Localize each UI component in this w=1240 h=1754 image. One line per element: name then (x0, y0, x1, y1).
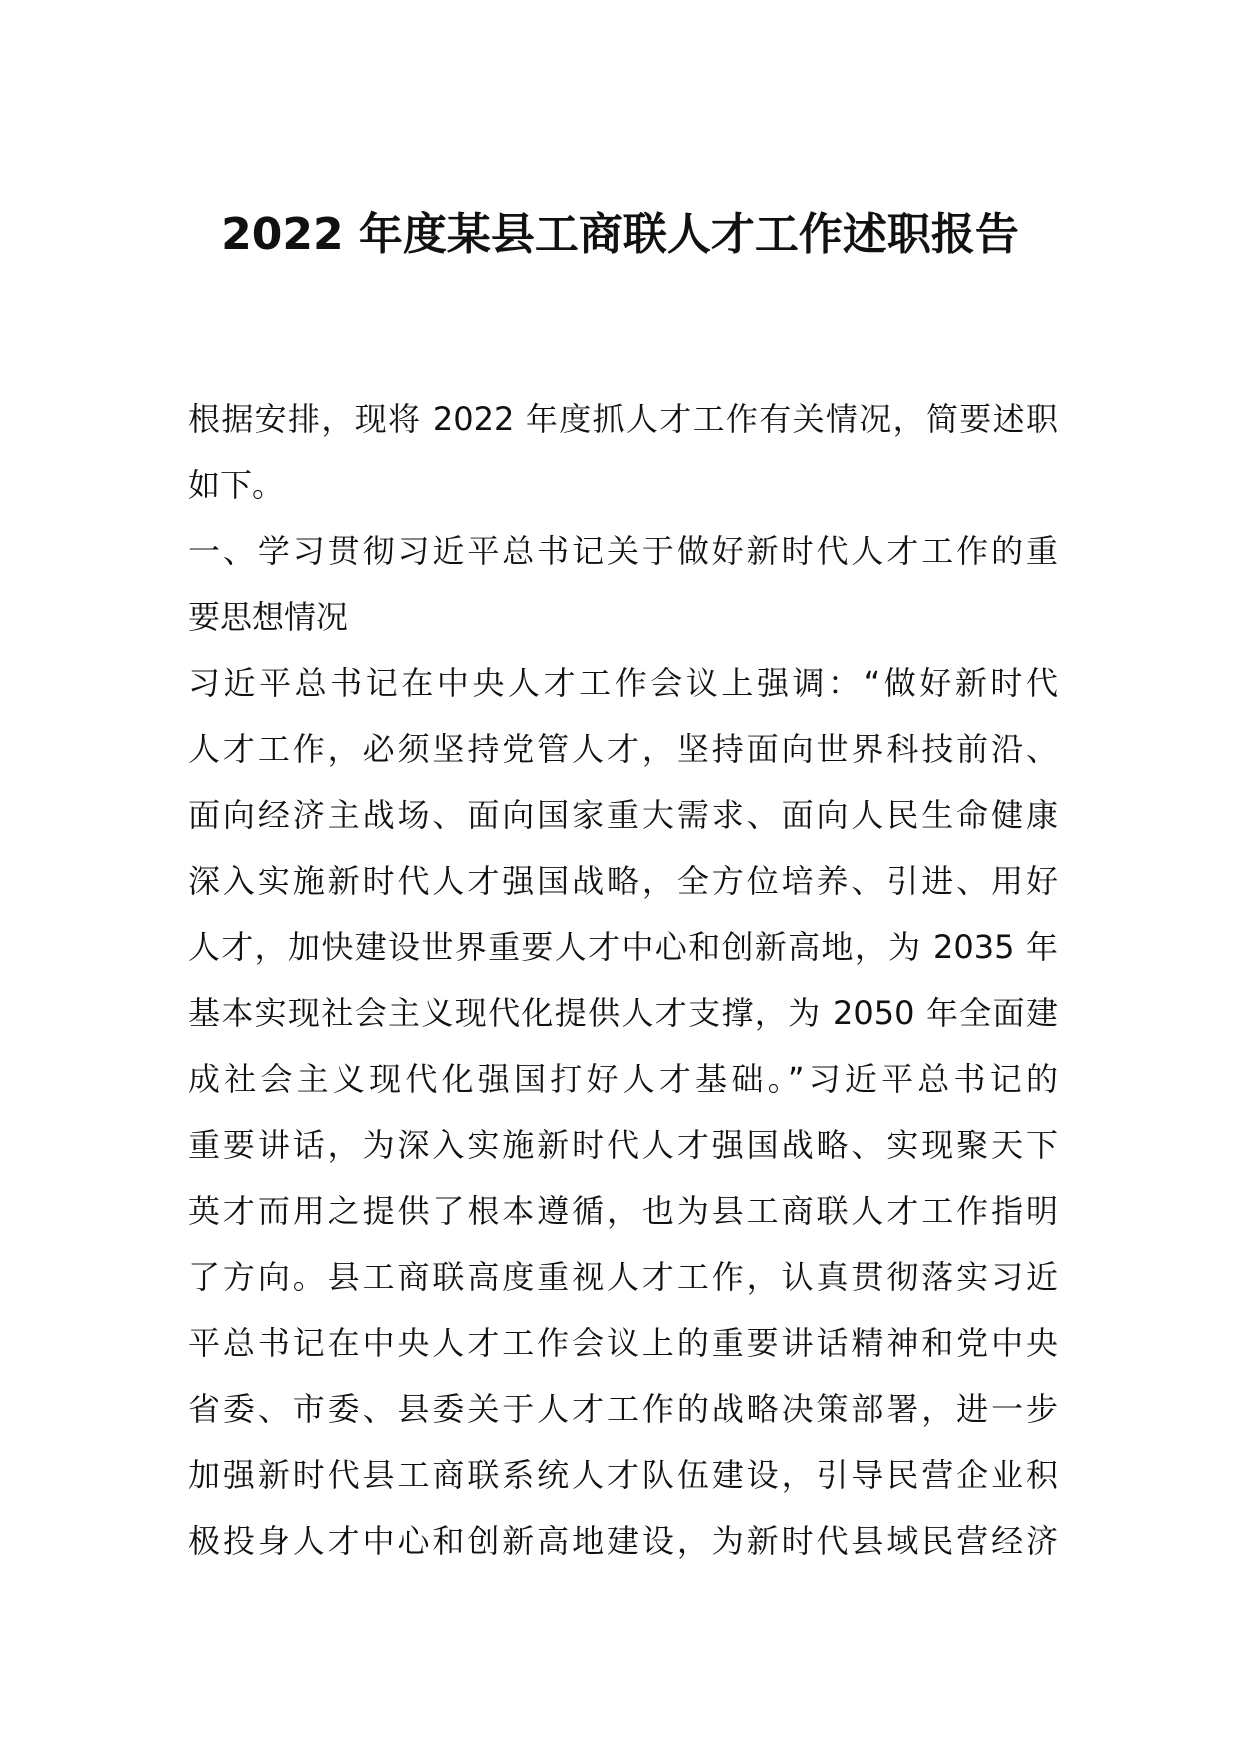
body-line: 根据安排，现将 2022 年度抓人才工作有关情况，简要述职 (188, 400, 1058, 438)
body-line: 人才工作，必须坚持党管人才，坚持面向世界科技前沿、 (188, 730, 1058, 768)
body-line: 面向经济主战场、面向国家重大需求、面向人民生命健康 (188, 796, 1058, 834)
document-title: 2022 年度某县工商联人才工作述职报告 (221, 209, 1019, 260)
body-line: 基本实现社会主义现代化提供人才支撑，为 2050 年全面建 (188, 994, 1058, 1032)
body-line: 习近平总书记在中央人才工作会议上强调：“做好新时代 (188, 664, 1058, 702)
body-line: 成社会主义现代化强国打好人才基础。”习近平总书记的 (188, 1060, 1058, 1098)
body-line: 深入实施新时代人才强国战略，全方位培养、引进、用好 (188, 862, 1058, 900)
document-body (188, 386, 1058, 1574)
section-heading-line: 一、学习贯彻习近平总书记关于做好新时代人才工作的重 (188, 532, 1058, 570)
body-line: 极投身人才中心和创新高地建设，为新时代县域民营经济 (188, 1522, 1058, 1560)
body-line: 平总书记在中央人才工作会议上的重要讲话精神和党中央 (188, 1324, 1058, 1362)
body-line: 重要讲话，为深入实施新时代人才强国战略、实现聚天下 (188, 1126, 1058, 1164)
body-line: 如下。 (188, 466, 285, 504)
body-line: 省委、市委、县委关于人才工作的战略决策部署，进一步 (188, 1390, 1058, 1428)
body-line: 英才而用之提供了根本遵循，也为县工商联人才工作指明 (188, 1192, 1058, 1230)
body-line: 人才，加快建设世界重要人才中心和创新高地，为 2035 年 (188, 928, 1058, 966)
body-line: 了方向。县工商联高度重视人才工作，认真贯彻落实习近 (188, 1258, 1058, 1296)
body-line: 加强新时代县工商联系统人才队伍建设，引导民营企业积 (188, 1456, 1058, 1494)
section-heading-line: 要思想情况 (188, 598, 349, 636)
